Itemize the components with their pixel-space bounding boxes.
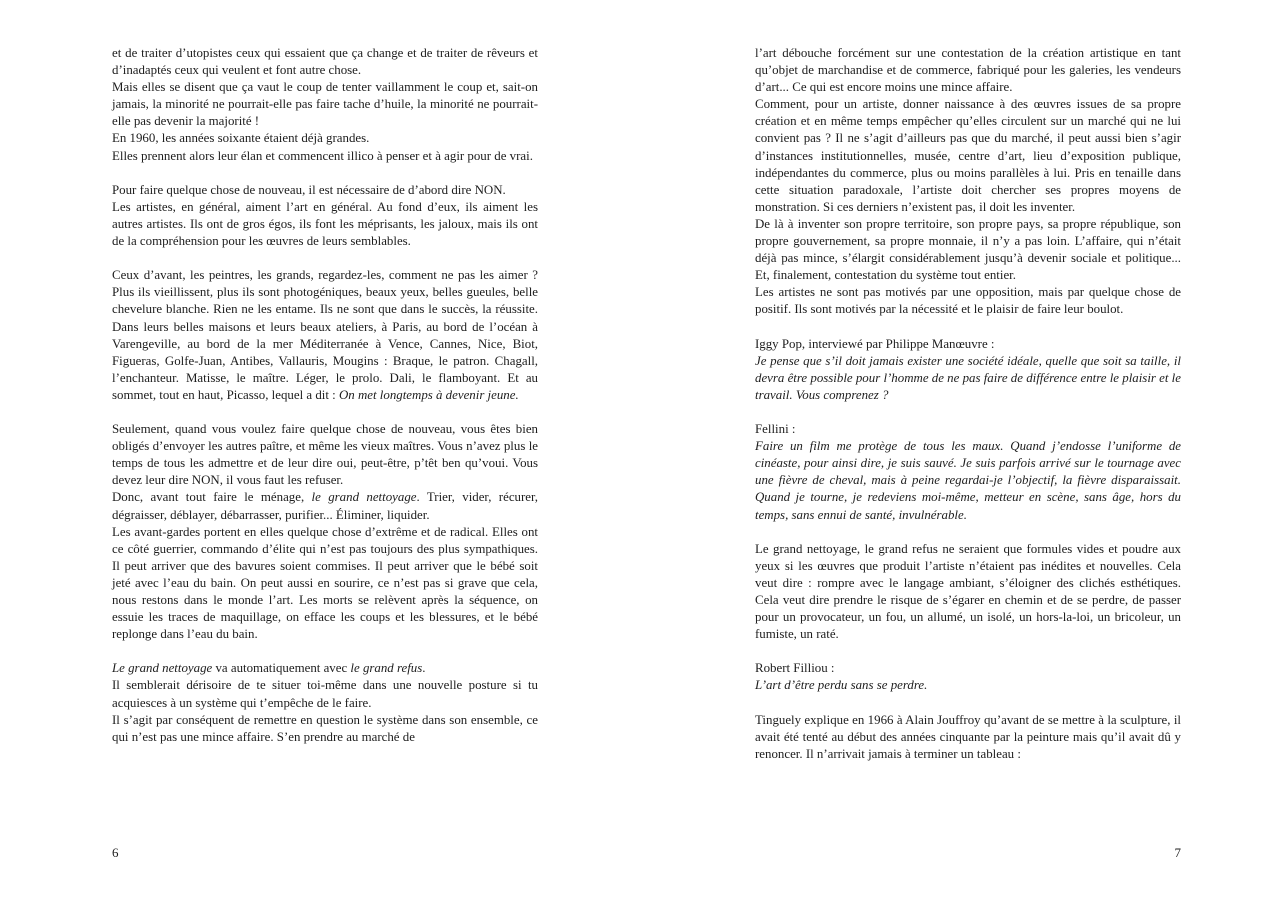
paragraph bbox=[755, 438, 1181, 523]
body-text: Elles prennent alors leur élan et commencent illico à penser et à agir pour de vrai. bbox=[112, 148, 533, 163]
body-text: . Trier, vider, récurer, dégraisser, déblayer, débarrasser, purifier... Éliminer, liquider. bbox=[112, 490, 538, 522]
body-text: Fellini : bbox=[755, 422, 796, 437]
body-text: Les avant-gardes portent en elles quelque chose d’extrême et de radical. Elles ont ce côté guerrier, commando d’élite qui n’est pas toujours des plus sympathiques. Il peut arriver que des bavures soient commises. Il peut arriver que le bébé soit jeté avec l’eau du bain. On peut aussi en sourire, ce n’est pas si grave que cela, nous restons dans le monde l’art. Les morts se relèvent après la séquence, on essuie les traces de maquillage, on efface les coups et les blessures, et le bébé replonge dans l’eau du bain. bbox=[112, 524, 538, 642]
paragraph bbox=[112, 182, 538, 199]
paragraph bbox=[755, 712, 1181, 763]
paragraph bbox=[755, 336, 1181, 353]
paragraph bbox=[755, 541, 1181, 644]
paragraph bbox=[755, 353, 1181, 404]
paragraph bbox=[112, 148, 538, 165]
body-text: Il semblerait dérisoire de te situer toi-même dans une nouvelle posture si tu acquiesces à un système qui t’empêche de le faire. bbox=[112, 678, 538, 710]
paragraph bbox=[755, 421, 1181, 438]
paragraph bbox=[112, 199, 538, 250]
italic-text: le grand refus bbox=[350, 661, 423, 676]
paragraph bbox=[112, 79, 538, 130]
italic-text: On met longtemps à devenir jeune. bbox=[338, 387, 519, 402]
body-text: Donc, avant tout faire le ménage, bbox=[112, 490, 312, 505]
paragraph bbox=[755, 45, 1181, 96]
paragraph bbox=[112, 45, 538, 79]
body-text: et de traiter d’utopistes ceux qui essaient que ça change et de traiter de rêveurs et d’inadaptés ceux qui veulent et font autre chose. bbox=[112, 46, 538, 78]
paragraph bbox=[755, 677, 1181, 694]
body-text: Comment, pour un artiste, donner naissance à des œuvres issues de sa propre création et en même temps empêcher qu’elles circulent sur un marché qui ne lui convient pas ? Il ne s’agit d’ailleurs pas que du marché, il peut aussi bien s’agir d’instances institutionnelles, musée, centre d’art, lieu d’exposition publique, indépendantes du commerce, plus ou moins parallèles à lui. Pris en tenaille dans cette situation paradoxale, l’artiste doit chercher ses propres moyens de monstration. Si ces derniers n’existent pas, il doit les inventer. bbox=[755, 97, 1181, 214]
paragraph bbox=[755, 284, 1181, 318]
paragraph bbox=[112, 712, 538, 746]
paragraph bbox=[112, 421, 538, 489]
page-right-text-column bbox=[755, 45, 1181, 763]
body-text: De là à inventer son propre territoire, son propre pays, sa propre république, son propre gouvernement, sa propre monnaie, il n’y a pas loin. L’affaire, qui n’était déjà pas mince, s’élargit considérablement jusqu’à devenir sociale et politique... Et, finalement, contestation du système tout entier. bbox=[755, 216, 1181, 283]
italic-text: L’art d’être perdu sans se perdre. bbox=[755, 678, 928, 693]
body-text: Seulement, quand vous voulez faire quelque chose de nouveau, vous êtes bien obligés d’envoyer les autres paître, et même les vieux maîtres. Vous n’avez plus le temps de tous les admettre et de leur dire oui, peut-être, p’têt ben qu’voui. Vous devez leur dire NON, il vous faut les refuser. bbox=[112, 422, 538, 488]
body-text: l’art débouche forcément sur une contestation de la création artistique en tant qu’objet de marchandise et de commerce, fabriqué pour les galeries, les vendeurs d’art... Ce qui est encore moins une mince affaire. bbox=[755, 46, 1181, 95]
paragraph bbox=[112, 677, 538, 711]
body-text: Les artistes ne sont pas motivés par une opposition, mais par quelque chose de positif. Ils sont motivés par la nécessité et le plaisir de faire leur boulot. bbox=[755, 285, 1181, 317]
body-text: Robert Filliou : bbox=[755, 661, 835, 676]
paragraph bbox=[755, 660, 1181, 677]
body-text: va automatiquement avec bbox=[212, 661, 351, 676]
paragraph bbox=[755, 96, 1181, 216]
italic-text: Je pense que s’il doit jamais exister une société idéale, quelle que soit sa taille, il devra être possible pour l’homme de ne pas faire de différence entre le plaisir et le travail. Vous comprenez ? bbox=[755, 353, 1181, 402]
body-text: . bbox=[422, 661, 426, 676]
paragraph bbox=[112, 130, 538, 147]
body-text: Pour faire quelque chose de nouveau, il est nécessaire de d’abord dire NON. bbox=[112, 182, 506, 197]
body-text: Tinguely explique en 1966 à Alain Jouffroy qu’avant de se mettre à la sculpture, il avait été tenté au début des années cinquante par la peinture mais qu’il avait dû y renoncer. Il n’arrivait jamais à terminer un tableau : bbox=[755, 712, 1181, 761]
italic-text: Le grand nettoyage bbox=[112, 661, 213, 676]
paragraph bbox=[112, 660, 538, 677]
page-number-right: 7 bbox=[1174, 845, 1181, 860]
paragraph bbox=[112, 524, 538, 644]
body-text: Les artistes, en général, aiment l’art en général. Au fond d’eux, ils aiment les autres artistes. Ils ont de gros égos, ils font les méprisants, les jaloux, mais ils ont de la compréhension pour les œuvres de leurs semblables. bbox=[112, 199, 538, 249]
body-text: Ceux d’avant, les peintres, les grands, regardez-les, comment ne pas les aimer ? Plus ils vieillissent, plus ils sont photogéniques, beaux yeux, belles gueules, belle chevelure blanche. Rien ne les entame. Ils ne sont que dans le succès, la réussite. Dans leurs belles maisons et leurs beaux ateliers, à Paris, au bord de l’océan à Varengeville, au bord de la mer Méditerranée à Vence, Cannes, Nice, Biot, Figueras, Golfe-Juan, Antibes, Vallauris, Mougins : Braque, le patron. Chagall, l’enchanteur. Matisse, le maître. Léger, le prolo. Dali, le flamboyant. Et au sommet, tout en haut, Picasso, lequel a dit : bbox=[112, 268, 538, 402]
paragraph bbox=[112, 267, 538, 404]
paragraph bbox=[112, 489, 538, 523]
paragraph bbox=[755, 216, 1181, 284]
body-text: Iggy Pop, interviewé par Philippe Manœuvre : bbox=[755, 336, 995, 351]
body-text: En 1960, les années soixante étaient déjà grandes. bbox=[112, 131, 370, 146]
body-text: Mais elles se disent que ça vaut le coup de tenter vaillamment le coup et, sait-on jamais, la minorité ne pourrait-elle pas faire tache d’huile, la minorité ne pourrait-elle pas devenir la majorité ! bbox=[112, 80, 538, 129]
page-number-left: 6 bbox=[112, 845, 119, 860]
page-right bbox=[641, 0, 1282, 904]
italic-text: Faire un film me protège de tous les maux. Quand j’endosse l’uniforme de cinéaste, pour ainsi dire, je suis sauvé. Je suis parfois arrivé sur le tournage avec une fièvre de cheval, mais à peine regardai-je l’objectif, la fièvre disparaissait. Quand je tourne, je redeviens moi-même, metteur en scène, sans âge, hors du temps, sans ennui de santé, invulnérable. bbox=[755, 439, 1181, 522]
italic-text: le grand nettoyage bbox=[311, 490, 417, 505]
page-left-text-column bbox=[112, 45, 538, 746]
body-text: Il s’agit par conséquent de remettre en question le système dans son ensemble, ce qui n’est pas une mince affaire. S’en prendre au marché de bbox=[112, 712, 538, 744]
body-text: Le grand nettoyage, le grand refus ne seraient que formules vides et poudre aux yeux si les œuvres que produit l’artiste n’étaient pas inédites et nouvelles. Cela veut dire : rompre avec le langage ambiant, s’éloigner des clichés esthétiques. Cela veut dire prendre le risque de s’égarer en chemin et de se perdre, de passer pour un provocateur, un fou, un allumé, un isolé, un hors-la-loi, un bricoleur, un fumiste, un raté. bbox=[755, 541, 1181, 642]
